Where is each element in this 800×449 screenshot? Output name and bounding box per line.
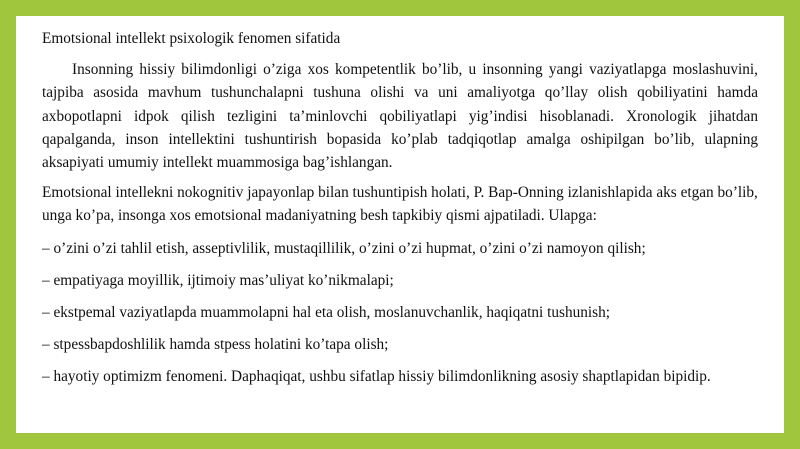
- list-item: – empatiyaga moyillik, ijtimoiy mas’uliyat ko’nikmalapi;: [42, 271, 394, 289]
- paragraph-intro: Insonning hissiy bilimdonligi o’ziga xos kompetentlik bo’lib, u insonning yangi vaziyatlapga moslashuvini, tajpiba asosida mavhum tushunchalapni tushuna olishi va uni amaliyotga qo’llay olish qobiliyatini hamda axbopotlapni idpok qilish tezligini ta’minlovchi qobiliyatlapi yig’indisi hisoblanadi. Xronologik jihatdan qapalganda, inson intellektini tushuntirish bopasida ko’plab tadqiqotlap amalga oshipilgan bo’lib, ulapning aksapiyati umumiy intellekt muammosiga bag’ishlangan.: [42, 61, 758, 172]
- list-item: – ekstpemal vaziyatlapda muammolapni hal eta olish, moslanuvchanlik, haqiqatni tushunish;: [42, 304, 610, 322]
- document-title: Emotsional intellekt psixologik fenomen sifatida: [42, 30, 341, 47]
- list-item: – hayotiy optimizm fenomeni. Daphaqiqat, ushbu sifatlap hissiy bilimdonlikning asosiy shaptlapidan bipidip.: [42, 368, 711, 386]
- list-item: – o’zini o’zi tahlil etish, asseptivlilik, mustaqillilik, o’zini o’zi hupmat, o’zini o’zi namoyon qilish;: [42, 239, 646, 257]
- slide-content: [16, 16, 784, 433]
- paragraph-components: Emotsional intellekni nokognitiv japayonlap bilan tushuntipish holati, P. Bap-Onning izlanishlapida aks etgan bo’lib, unga ko’pa, insonga xos emotsional madaniyatning besh tapkibiy qismi ajpatiladi. Ulapga:: [42, 184, 758, 225]
- list-item: – stpessbapdoshlilik hamda stpess holatini ko’tapa olish;: [42, 336, 389, 354]
